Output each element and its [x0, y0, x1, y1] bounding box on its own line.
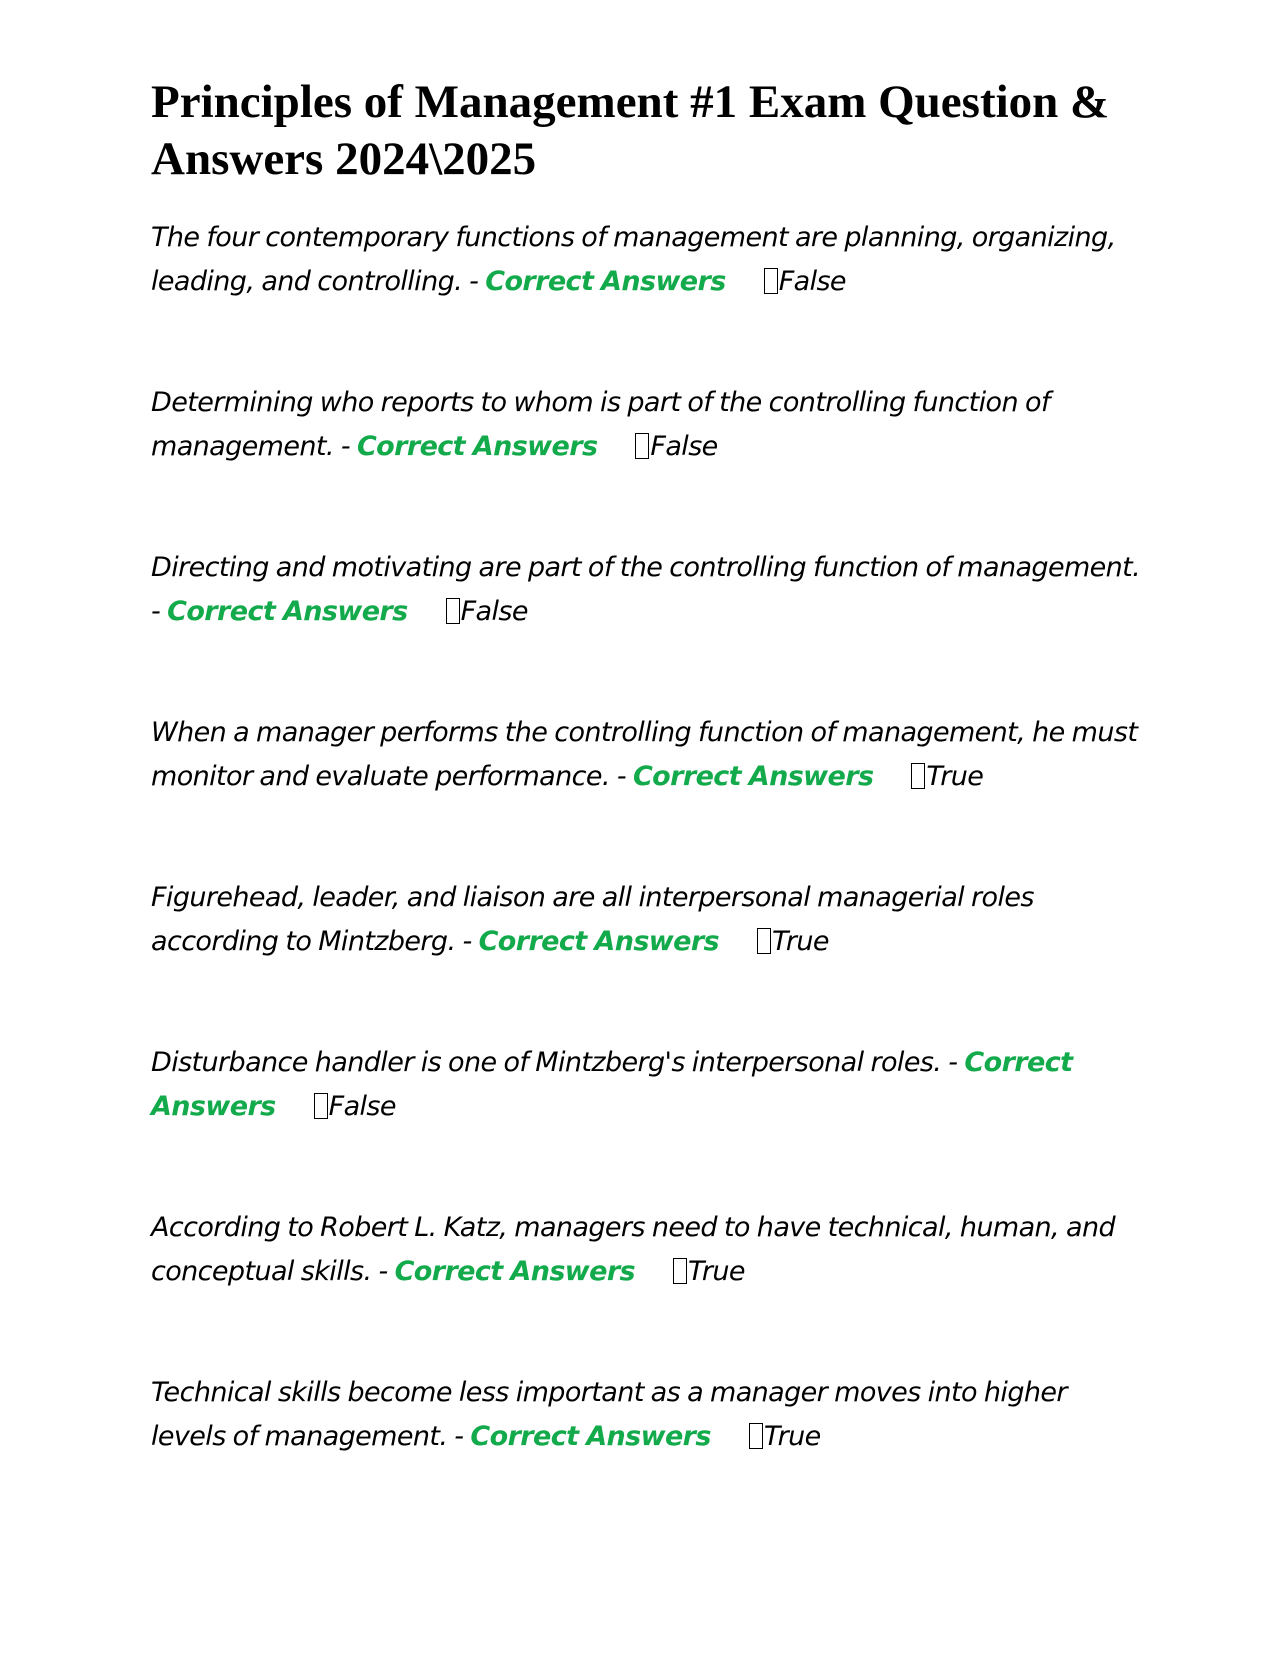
- answer-label: Correct Answers: [151, 1047, 1073, 1122]
- question-text: According to Robert L. Katz, managers need to have technical, human, and conceptual skills.: [151, 1212, 1116, 1287]
- missing-glyph-icon: [635, 433, 649, 459]
- separator: -: [371, 1256, 395, 1287]
- answer-label: Correct Answers: [478, 926, 720, 957]
- answer-label: Correct Answers: [485, 266, 726, 297]
- qa-list: [151, 216, 1141, 1459]
- qa-item: [151, 1041, 1141, 1129]
- missing-glyph-icon: [749, 1423, 763, 1449]
- missing-glyph-icon: [764, 268, 778, 294]
- qa-item: [151, 1206, 1141, 1294]
- answer-label: Correct Answers: [167, 596, 408, 627]
- question-text: Technical skills become less important as a manager moves into higher levels of management.: [151, 1377, 1067, 1452]
- answer-value: True: [772, 926, 829, 957]
- separator: -: [455, 926, 479, 957]
- answer-value: True: [926, 761, 984, 792]
- missing-glyph-icon: [314, 1093, 328, 1119]
- qa-item: [151, 381, 1141, 469]
- answer-value: True: [688, 1256, 745, 1287]
- missing-glyph-icon: [757, 928, 771, 954]
- qa-item: [151, 876, 1141, 964]
- answer-label: Correct Answers: [394, 1256, 636, 1287]
- qa-item: [151, 546, 1141, 634]
- question-text: The four contemporary functions of management are planning, organizing, leading, and controlling.: [151, 222, 1116, 297]
- answer-value: False: [778, 266, 846, 297]
- separator: -: [447, 1421, 471, 1452]
- document-page: [151, 74, 1141, 1536]
- qa-item: [151, 711, 1141, 799]
- question-text: Directing and motivating are part of the controlling function of management.: [151, 552, 1141, 583]
- answer-label: Correct Answers: [356, 431, 598, 462]
- separator: -: [462, 266, 486, 297]
- separator: -: [609, 761, 633, 792]
- missing-glyph-icon: [911, 763, 925, 789]
- question-text: When a manager performs the controlling function of management, he must monitor and evaluate performance.: [151, 717, 1138, 792]
- qa-item: [151, 1371, 1141, 1459]
- missing-glyph-icon: [446, 598, 460, 624]
- answer-label: Correct Answers: [632, 761, 874, 792]
- qa-item: [151, 216, 1141, 304]
- separator: -: [151, 596, 168, 627]
- question-text: Disturbance handler is one of Mintzberg's interpersonal roles.: [151, 1047, 942, 1078]
- answer-value: False: [328, 1091, 396, 1122]
- question-text: Figurehead, leader, and liaison are all interpersonal managerial roles according to Mintzberg.: [151, 882, 1034, 957]
- answer-value: True: [763, 1421, 821, 1452]
- separator: -: [333, 431, 357, 462]
- question-text: Determining who reports to whom is part of the controlling function of management.: [151, 387, 1050, 462]
- answer-value: False: [460, 596, 528, 627]
- answer-label: Correct Answers: [470, 1421, 711, 1452]
- document-title: Principles of Management #1 Exam Question & Answers 2024\2025: [151, 76, 1110, 185]
- separator: -: [941, 1047, 965, 1078]
- answer-value: False: [650, 431, 718, 462]
- missing-glyph-icon: [673, 1258, 687, 1284]
